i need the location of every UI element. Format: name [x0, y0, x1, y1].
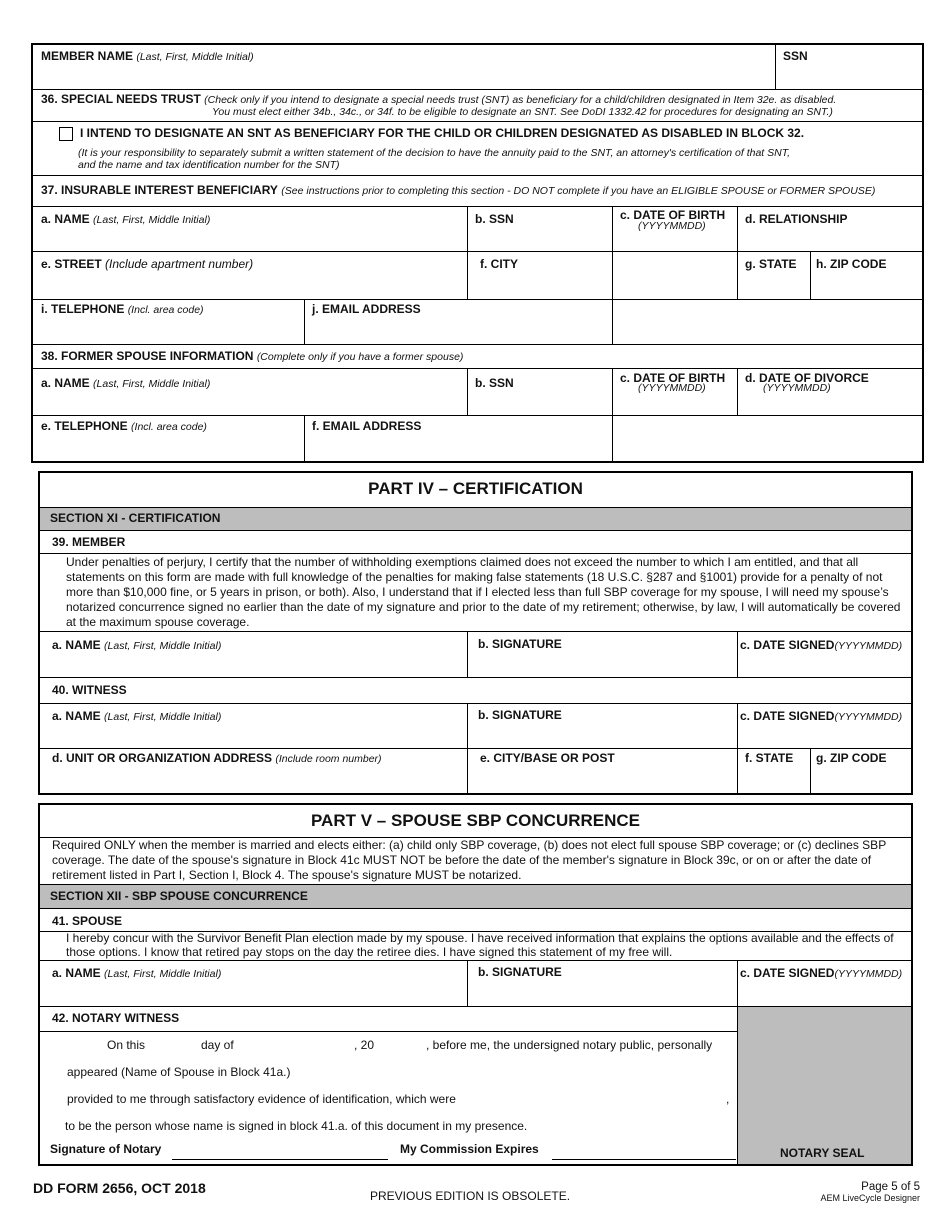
b38-telephone-field[interactable]: [33, 435, 303, 460]
b40-signature-field[interactable]: [469, 725, 736, 747]
b40-name-field[interactable]: [42, 725, 466, 747]
notary-spouse-name-field[interactable]: [300, 1062, 730, 1080]
b39-date-label: c. DATE SIGNED(YYYYMMDD): [740, 638, 903, 652]
notary-to-be: to be the person whose name is signed in block 41.a. of this document in my presence.: [65, 1119, 528, 1133]
form-id: DD FORM 2656, OCT 2018: [33, 1180, 206, 1196]
b37-ssn-label: b. SSN: [475, 212, 514, 226]
b38-divorce-hint: (YYYYMMDD): [763, 382, 831, 394]
b39-name-field[interactable]: [42, 654, 466, 676]
b39-signature-label: b. SIGNATURE: [478, 637, 562, 651]
b40-address-label: d. UNIT OR ORGANIZATION ADDRESS (Include room number): [52, 751, 382, 765]
snt-checkbox-label: I INTEND TO DESIGNATE AN SNT AS BENEFICIARY FOR THE CHILD OR CHILDREN DESIGNATED AS DISABLED IN BLOCK 32.: [80, 126, 805, 140]
part5-title: PART V – SPOUSE SBP CONCURRENCE: [310, 811, 641, 830]
notary-provided: provided to me through satisfactory evidence of identification, which were: [67, 1092, 456, 1106]
snt-checkbox[interactable]: [59, 127, 73, 141]
notary-signature-label: Signature of Notary: [50, 1142, 162, 1156]
designer-credit: AEM LiveCycle Designer: [820, 1193, 920, 1203]
notary-day-of: day of: [201, 1038, 234, 1052]
obsolete-notice: PREVIOUS EDITION IS OBSOLETE.: [370, 1189, 571, 1203]
b37-email-label: j. EMAIL ADDRESS: [312, 302, 421, 316]
block36-note2: You must elect either 34b., 34c., or 34f. to be eligible to designate an SNT. See DoDI 1332.42 for procedures for designating an SNT.): [212, 106, 833, 118]
b40-title: 40. WITNESS: [52, 683, 127, 697]
b37-name-field[interactable]: [33, 228, 466, 250]
b40-name-label: a. NAME (Last, First, Middle Initial): [52, 709, 222, 723]
b40-signature-label: b. SIGNATURE: [478, 708, 562, 722]
b40-zip-label: g. ZIP CODE: [816, 751, 887, 765]
b38-ssn-label: b. SSN: [475, 376, 514, 390]
b37-state-field[interactable]: [739, 274, 809, 298]
b42-title: 42. NOTARY WITNESS: [52, 1011, 180, 1025]
b37-state-label: g. STATE: [745, 257, 797, 271]
notary-commission-field[interactable]: [552, 1140, 736, 1158]
notary-seal-label: NOTARY SEAL: [780, 1146, 865, 1160]
b38-name-field[interactable]: [33, 392, 466, 414]
block37-title: 37. INSURABLE INTEREST BENEFICIARY (See instructions prior to completing this section - DO NOT complete if you have an ELIGIBLE SPOUSE or FORMER SPOUSE): [41, 183, 876, 197]
part4-title: PART IV – CERTIFICATION: [368, 479, 583, 498]
ssn-label: SSN: [783, 49, 808, 63]
b37-telephone-field[interactable]: [33, 318, 303, 343]
notary-commission-label: My Commission Expires: [400, 1142, 539, 1156]
page-number: Page 5 of 5: [861, 1181, 920, 1193]
b37-city-label: f. CITY: [480, 257, 518, 271]
b37-telephone-label: i. TELEPHONE (Incl. area code): [41, 302, 204, 316]
b38-dob-hint: (YYYYMMDD): [638, 382, 706, 394]
b37-dob-field[interactable]: [614, 232, 736, 250]
b38-dob-field[interactable]: [614, 395, 736, 414]
b37-ssn-field[interactable]: [469, 228, 611, 250]
b37-name-label: a. NAME (Last, First, Middle Initial): [41, 212, 211, 226]
notary-signature-field[interactable]: [172, 1140, 388, 1158]
block38-title: 38. FORMER SPOUSE INFORMATION (Complete only if you have a former spouse): [41, 349, 464, 363]
b40-address-field[interactable]: [42, 768, 466, 792]
b41-name-label: a. NAME (Last, First, Middle Initial): [52, 966, 222, 980]
b39-certification-text: Under penalties of perjury, I certify that the number of withholding exemptions claimed does not exceed the number to which I am entitled, and that all statements on this form are made with full knowledge of the penalties for making false statements (18 U.S.C. §287 and §1001) provide for a penalty of not more than $10,000 fine, or 5 years in prison, or both). Also, I understand that if I elected less than full SBP coverage for my spouse, I will need my spouse’s notarized concurrence signed no earlier than the date of my signature and prior to the date of my retirement; otherwise, by law, I will automatically be covered at the maximum spouse coverage.: [66, 555, 901, 629]
block36-resp2: and the name and tax identification number for the SNT): [78, 159, 340, 171]
b41-concurrence-text: I hereby concur with the Survivor Benefit Plan election made by my spouse. I have received information that explains the options available and the effects of those options. I know that retired pay stops on the day the retiree dies. I have signed this statement of my free will.: [66, 931, 894, 959]
b39-signature-field[interactable]: [469, 654, 736, 676]
b39-date-field[interactable]: [739, 654, 910, 676]
b41-date-field[interactable]: [739, 982, 910, 1004]
b38-divorce-label: d. DATE OF DIVORCE: [745, 371, 869, 385]
b37-dob-label: c. DATE OF BIRTH: [620, 208, 726, 222]
b41-signature-label: b. SIGNATURE: [478, 965, 562, 979]
notary-seal-area: [738, 1007, 911, 1164]
notary-20: , 20: [354, 1038, 375, 1052]
b37-dob-hint: (YYYYMMDD): [638, 220, 706, 232]
b38-ssn-field[interactable]: [469, 392, 611, 414]
member-name-label: MEMBER NAME (Last, First, Middle Initial): [41, 49, 254, 63]
member-name-field[interactable]: [33, 64, 773, 88]
b37-email-field[interactable]: [306, 318, 611, 343]
part5-section-title: SECTION XII - SBP SPOUSE CONCURRENCE: [50, 889, 308, 903]
b40-date-label: c. DATE SIGNED(YYYYMMDD): [740, 709, 903, 723]
notary-on-this: On this: [107, 1038, 146, 1052]
b40-city-field[interactable]: [469, 768, 736, 792]
b38-telephone-label: e. TELEPHONE (Incl. area code): [41, 419, 207, 433]
notary-year-field[interactable]: [378, 1035, 424, 1053]
block36-resp1: (It is your responsibility to separately submit a written statement of the decision to have the annuity paid to the SNT, an attorney's certification of that SNT,: [78, 147, 791, 159]
b40-city-label: e. CITY/BASE OR POST: [480, 751, 615, 765]
b41-date-label: c. DATE SIGNED(YYYYMMDD): [740, 966, 903, 980]
part5-intro-text: Required ONLY when the member is married and elects either: (a) child only SBP coverage, (b) does not elect full spouse SBP coverage; or (c) declines SBP coverage. The date of the spouse's signature in Block 41c MUST NOT be before the date of the member's signature in Block 39c, or on or after the date of retirement listed in Part I, Section I, Block 4. The spouse's signature MUST be notarized.: [52, 838, 886, 882]
notary-day-field[interactable]: [150, 1035, 198, 1053]
ssn-field[interactable]: [777, 64, 922, 88]
b38-divorce-field[interactable]: [739, 395, 922, 414]
b37-city-field[interactable]: [469, 274, 736, 298]
b41-title: 41. SPOUSE: [52, 914, 123, 928]
b37-relationship-field[interactable]: [739, 228, 922, 250]
notary-before-me: , before me, the undersigned notary public, personally: [426, 1038, 713, 1052]
b37-street-field[interactable]: [33, 274, 466, 298]
b38-name-label: a. NAME (Last, First, Middle Initial): [41, 376, 211, 390]
b37-zip-label: h. ZIP CODE: [816, 257, 887, 271]
b41-signature-field[interactable]: [469, 982, 736, 1004]
notary-identification-field[interactable]: [472, 1089, 722, 1107]
b38-email-field[interactable]: [306, 435, 611, 460]
b38-email-label: f. EMAIL ADDRESS: [312, 419, 422, 433]
b38-dob-label: c. DATE OF BIRTH: [620, 371, 726, 385]
notary-comma: ,: [726, 1092, 730, 1106]
b41-name-field[interactable]: [42, 982, 466, 1004]
b37-relationship-label: d. RELATIONSHIP: [745, 212, 848, 226]
b40-zip-field[interactable]: [812, 768, 910, 792]
notary-month-field[interactable]: [240, 1035, 350, 1053]
b40-state-label: f. STATE: [745, 751, 794, 765]
b39-name-label: a. NAME (Last, First, Middle Initial): [52, 638, 222, 652]
b40-date-field[interactable]: [739, 725, 910, 747]
block36-title: 36. SPECIAL NEEDS TRUST (Check only if you intend to designate a special needs trust (SNT) as beneficiary for a child/children designated in Item 32e. as disabled.: [41, 92, 837, 106]
b40-state-field[interactable]: [739, 768, 809, 792]
b37-street-label: e. STREET (Include apartment number): [41, 257, 254, 271]
part4-section-title: SECTION XI - CERTIFICATION: [50, 511, 221, 525]
notary-appeared: appeared (Name of Spouse in Block 41a.): [67, 1065, 291, 1079]
b37-zip-field[interactable]: [812, 274, 922, 298]
b39-title: 39. MEMBER: [52, 535, 126, 549]
